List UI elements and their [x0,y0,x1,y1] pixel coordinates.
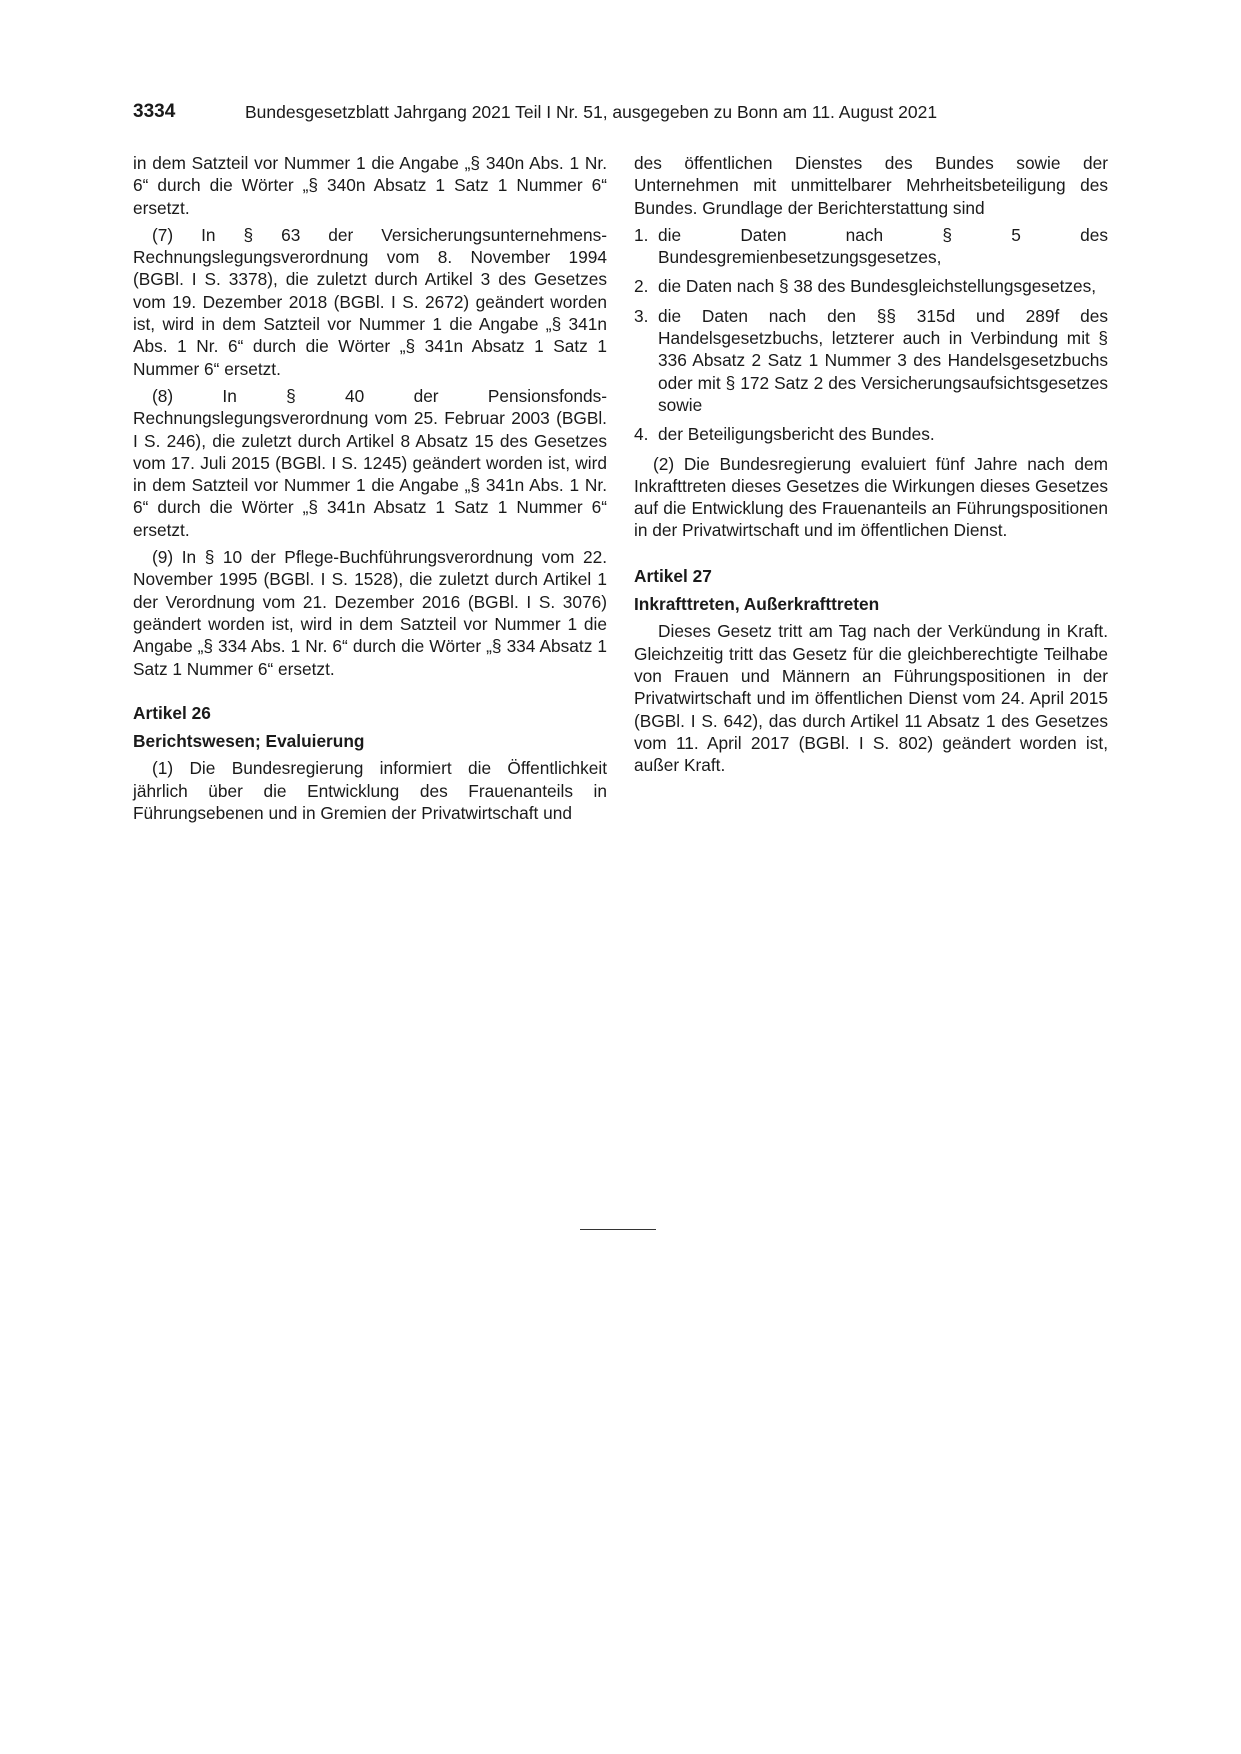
paragraph-7: (7) In § 63 der Versicherungsunternehmens-Rechnungslegungsverordnung vom 8. November 1994 (BGBl. I S. 3378), die zuletzt durch Artikel 3 des Gesetzes vom 19. Dezember 2018 (BGBl. I S. 2672) geändert worden ist, wird in dem Satzteil vor Nummer 1 die Angabe „§ 341n Abs. 1 Nr. 6“ durch die Wörter „§ 341n Absatz 1 Satz 1 Nummer 6“ ersetzt. [133,224,607,379]
article-27-number: Artikel 27 [634,565,712,586]
left-column [133,152,607,829]
article-26-title: Berichtswesen; Evaluierung [133,731,365,752]
list-item: 4. der Beteiligungsbericht des Bundes. [634,424,935,445]
paragraph-8: (8) In § 40 der Pensionsfonds-Rechnungslegungsverordnung vom 25. Februar 2003 (BGBl. I S. 246), die zuletzt durch Artikel 8 Absatz 15 des Gesetzes vom 17. Juli 2015 (BGBl. I S. 1245) geändert worden ist, wird in dem Satzteil vor Nummer 1 die Angabe „§ 341n Abs. 1 Nr. 6“ durch die Wörter „§ 341n Absatz 1 Satz 1 Nummer 6“ ersetzt. [133,385,607,540]
article-27-paragraph: Dieses Gesetz tritt am Tag nach der Verkündung in Kraft. Gleichzeitig tritt das Gesetz für die gleichberechtigte Teilhabe von Frauen und Männern an Führungspositionen in der Privatwirtschaft und im öffentlichen Dienst vom 24. April 2015 (BGBl. I S. 642), das durch Artikel 11 Absatz 1 des Gesetzes vom 11. April 2017 (BGBl. I S. 802) geändert worden ist, außer Kraft. [634,621,1108,776]
page-header [133,101,1093,127]
page-number: 3334 [133,101,176,122]
paragraph-9: (9) In § 10 der Pflege-Buchführungsverordnung vom 22. November 1995 (BGBl. I S. 1528), die zuletzt durch Artikel 1 der Verordnung vom 21. Dezember 2016 (BGBl. I S. 3076) geändert worden ist, wird in dem Satzteil vor Nummer 1 die Angabe „§ 334 Abs. 1 Nr. 6“ durch die Wörter „§ 334 Absatz 1 Satz 1 Nummer 6“ ersetzt. [133,547,607,679]
right-column [634,152,1108,781]
article-26-paragraph-1: (1) Die Bundesregierung informiert die Öffentlichkeit jährlich über die Entwicklung des Frauenanteils in Führungsebenen und in Gremien der Privatwirtschaft und [133,758,607,824]
paragraph-continuation: des öffentlichen Dienstes des Bundes sowie der Unternehmen mit unmittelbarer Mehrheitsbeteiligung des Bundes. Grundlage der Berichterstattung sind [634,153,1108,218]
article-26-number: Artikel 26 [133,702,211,723]
list-item: 3. die Daten nach den §§ 315d und 289f des Handelsgesetzbuchs, letzterer auch in Verbindung mit § 336 Absatz 2 Satz 1 Nummer 3 des Handelsgesetzbuchs oder mit § 172 Satz 2 des Versicherungsaufsichtsgesetzes sowie [634,305,1108,415]
end-rule [580,1229,656,1230]
list-item: 1. die Daten nach § 5 des Bundesgremienbesetzungsgesetzes, [634,224,1108,268]
article-26-paragraph-2: (2) Die Bundesregierung evaluiert fünf Jahre nach dem Inkrafttreten dieses Gesetzes die Wirkungen dieses Gesetzes auf die Entwicklung des Frauenanteils an Führungspositionen in der Privatwirtschaft und im öffentlichen Dienst. [634,453,1108,541]
article-27-title: Inkrafttreten, Außerkrafttreten [634,594,880,615]
report-basis-list [634,224,1108,446]
header-title: Bundesgesetzblatt Jahrgang 2021 Teil I Nr. 51, ausgegeben zu Bonn am 11. August 2021 [245,102,938,122]
list-item: 2. die Daten nach § 38 des Bundesgleichstellungsgesetzes, [634,276,1097,297]
paragraph-intro: in dem Satzteil vor Nummer 1 die Angabe „§ 340n Abs. 1 Nr. 6“ durch die Wörter „§ 340n Absatz 1 Satz 1 Nummer 6“ ersetzt. [133,153,607,218]
